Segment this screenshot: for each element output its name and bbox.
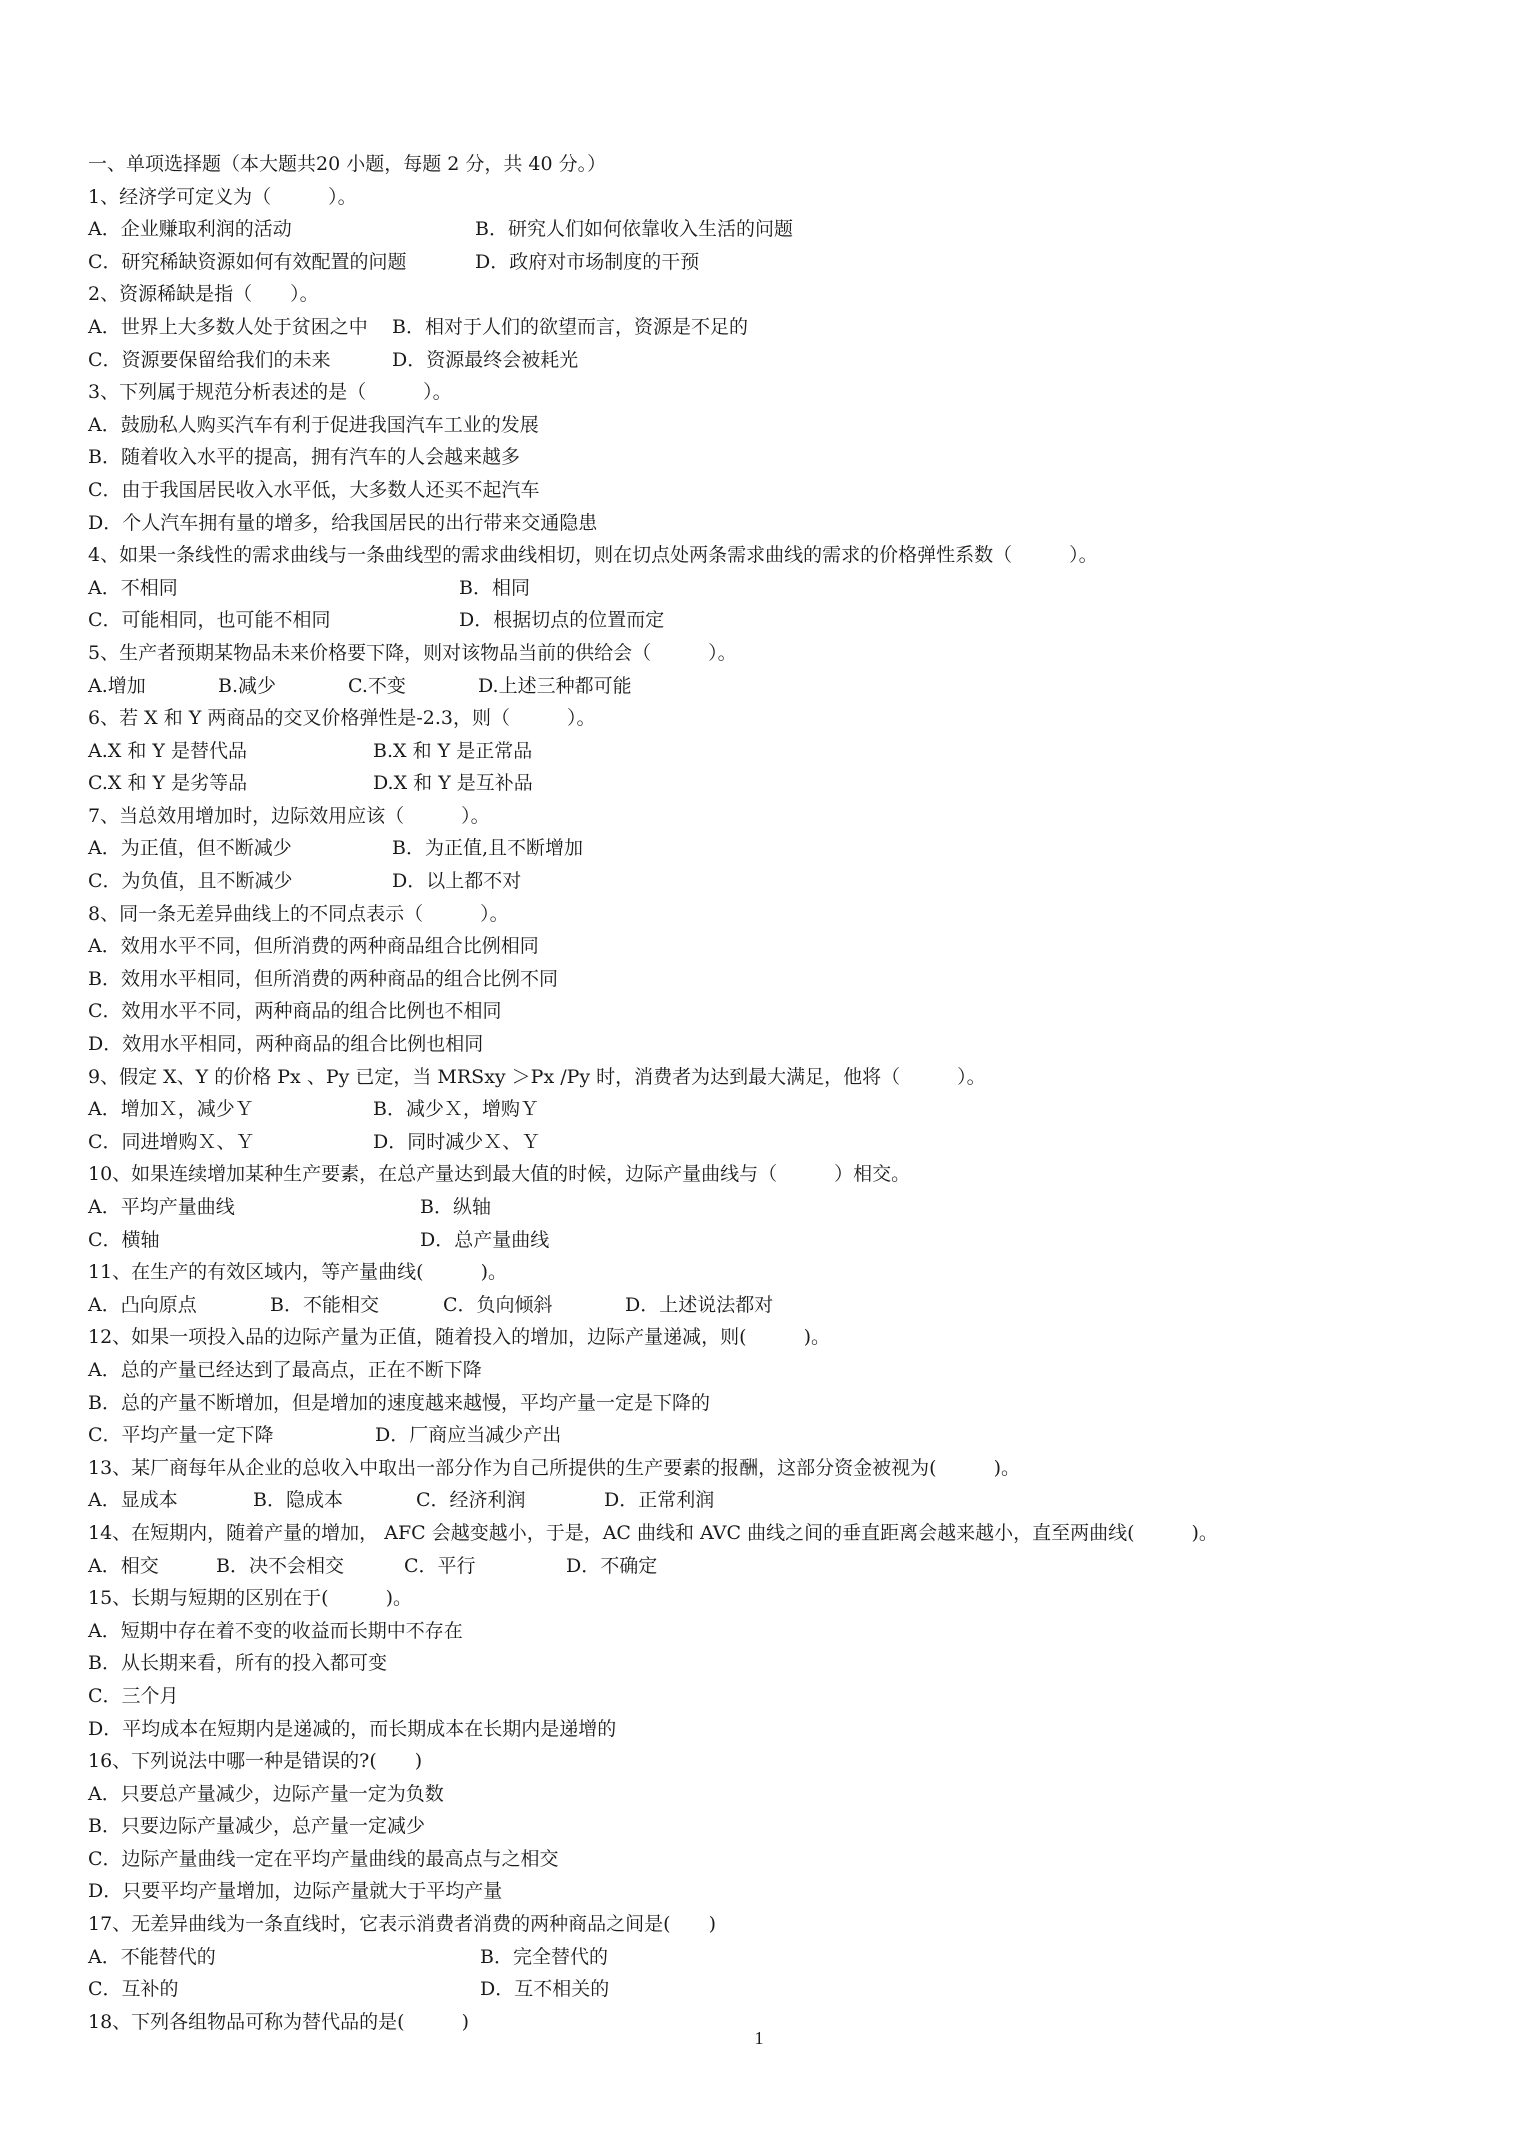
option-row bbox=[88, 1680, 1428, 1713]
question-stem-line bbox=[88, 702, 1428, 735]
option-a: A.增加 bbox=[88, 674, 146, 697]
option-c: C.不变 bbox=[348, 674, 406, 697]
option-a: A．企业赚取利润的活动 bbox=[88, 218, 292, 241]
question-stem: 6、若 X 和 Y 两商品的交叉价格弹性是-2.3，则（ ）。 bbox=[88, 707, 596, 730]
question-stem: 7、当总效用增加时，边际效用应该（ ）。 bbox=[88, 804, 490, 827]
question-stem: 11、在生产的有效区域内，等产量曲线( )。 bbox=[88, 1261, 508, 1284]
option-row bbox=[88, 1289, 1428, 1322]
question-stem-line bbox=[88, 898, 1428, 931]
option-a: C．同进增购Ｘ、Ｙ bbox=[88, 1130, 255, 1153]
question-stem: 4、如果一条线性的需求曲线与一条曲线型的需求曲线相切，则在切点处两条需求曲线的需求的价格弹性系数（ ）。 bbox=[88, 544, 1098, 567]
option-b: B．纵轴 bbox=[420, 1196, 491, 1218]
option-d: D．正常利润 bbox=[604, 1489, 715, 1512]
option-row bbox=[88, 1093, 1428, 1126]
option-d: D.上述三种都可能 bbox=[478, 674, 632, 697]
option-row bbox=[88, 441, 1428, 474]
option-b: D．根据切点的位置而定 bbox=[459, 609, 665, 632]
option-b: D．政府对市场制度的干预 bbox=[475, 250, 700, 273]
option-b: B．为正值,且不断增加 bbox=[392, 837, 584, 860]
question-list bbox=[88, 148, 1428, 2038]
question-stem-line bbox=[88, 539, 1428, 572]
option-a: A.X 和 Y 是替代品 bbox=[88, 739, 247, 762]
option-row bbox=[88, 735, 1428, 768]
option-row bbox=[88, 409, 1428, 442]
option-a: C．平均产量一定下降 bbox=[88, 1424, 274, 1447]
option-row bbox=[88, 930, 1428, 963]
option-row bbox=[88, 1191, 1428, 1224]
question-stem: 16、下列说法中哪一种是错误的?( ) bbox=[88, 1750, 423, 1773]
option-b: B．研究人们如何依靠收入生活的问题 bbox=[475, 218, 793, 241]
question-stem-line bbox=[88, 1745, 1428, 1778]
option-a: D．平均成本在短期内是递减的，而长期成本在长期内是递增的 bbox=[88, 1717, 617, 1740]
option-d: D．不确定 bbox=[566, 1554, 658, 1577]
option-row bbox=[88, 1550, 1428, 1583]
option-a: A．为正值，但不断减少 bbox=[88, 837, 292, 860]
question-stem: 17、无差异曲线为一条直线时，它表示消费者消费的两种商品之间是( ) bbox=[88, 1913, 717, 1936]
option-row bbox=[88, 1843, 1428, 1876]
option-d: D．上述说法都对 bbox=[625, 1293, 774, 1316]
option-a: C．资源要保留给我们的未来 bbox=[88, 348, 331, 371]
question-stem-line bbox=[88, 1158, 1428, 1191]
option-a: C．横轴 bbox=[88, 1228, 160, 1251]
option-row bbox=[88, 1875, 1428, 1908]
option-b: D．厂商应当减少产出 bbox=[375, 1424, 562, 1447]
option-row bbox=[88, 1028, 1428, 1061]
option-c: C．负向倾斜 bbox=[443, 1293, 553, 1316]
question-stem-line bbox=[88, 1908, 1428, 1941]
option-a: A．相交 bbox=[88, 1554, 159, 1577]
option-a: A．平均产量曲线 bbox=[88, 1196, 235, 1218]
option-b: B．不能相交 bbox=[270, 1293, 379, 1316]
question-stem-line bbox=[88, 1517, 1428, 1550]
question-stem: 12、如果一项投入品的边际产量为正值，随着投入的增加，边际产量递减，则( )。 bbox=[88, 1326, 831, 1349]
question-stem: 3、下列属于规范分析表述的是（ ）。 bbox=[88, 381, 452, 404]
option-a: A．不能替代的 bbox=[88, 1945, 216, 1968]
option-row bbox=[88, 604, 1428, 637]
option-b: B．完全替代的 bbox=[480, 1945, 608, 1968]
option-row bbox=[88, 213, 1428, 246]
option-b: D．互不相关的 bbox=[480, 1978, 610, 2001]
option-a: A．凸向原点 bbox=[88, 1293, 197, 1316]
option-a: C．由于我国居民收入水平低，大多数人还买不起汽车 bbox=[88, 478, 540, 501]
option-a: B．效用水平相同，但所消费的两种商品的组合比例不同 bbox=[88, 967, 558, 990]
option-a: D．效用水平相同，两种商品的组合比例也相同 bbox=[88, 1033, 484, 1056]
section-title: 一、单项选择题（本大题共20 小题，每题 2 分，共 40 分。） bbox=[88, 153, 607, 175]
option-a: C．三个月 bbox=[88, 1684, 179, 1707]
question-stem-line bbox=[88, 637, 1428, 670]
option-a: A．效用水平不同，但所消费的两种商品组合比例相同 bbox=[88, 935, 539, 958]
option-row bbox=[88, 1387, 1428, 1420]
option-a: C．为负值，且不断减少 bbox=[88, 870, 293, 893]
option-row bbox=[88, 865, 1428, 898]
option-a: C．效用水平不同，两种商品的组合比例也不相同 bbox=[88, 1000, 502, 1023]
question-stem-line bbox=[88, 1256, 1428, 1289]
question-stem-line bbox=[88, 1452, 1428, 1485]
option-b: D．以上都不对 bbox=[392, 870, 522, 893]
option-a: A．鼓励私人购买汽车有利于促进我国汽车工业的发展 bbox=[88, 413, 539, 436]
option-row bbox=[88, 344, 1428, 377]
question-stem-line bbox=[88, 1582, 1428, 1615]
option-row bbox=[88, 1126, 1428, 1159]
question-stem: 15、长期与短期的区别在于( )。 bbox=[88, 1587, 413, 1610]
option-b: B.减少 bbox=[218, 674, 277, 697]
question-stem-line bbox=[88, 1061, 1428, 1094]
option-a: C．互补的 bbox=[88, 1978, 179, 2001]
option-c: C．平行 bbox=[404, 1554, 476, 1577]
option-c: C．经济利润 bbox=[416, 1489, 526, 1512]
page-number: 1 bbox=[754, 2028, 764, 2048]
option-b: B.X 和 Y 是正常品 bbox=[373, 739, 533, 762]
question-stem: 10、如果连续增加某种生产要素，在总产量达到最大值的时候，边际产量曲线与（ ）相交。 bbox=[88, 1163, 911, 1186]
option-b: D.X 和 Y 是互补品 bbox=[373, 772, 533, 795]
option-a: B．总的产量不断增加，但是增加的速度越来越慢，平均产量一定是下降的 bbox=[88, 1391, 710, 1414]
option-b: D．总产量曲线 bbox=[420, 1228, 550, 1251]
section-title-line bbox=[88, 148, 1428, 181]
option-row bbox=[88, 246, 1428, 279]
option-row bbox=[88, 767, 1428, 800]
question-stem: 18、下列各组物品可称为替代品的是( ) bbox=[88, 2010, 470, 2033]
question-stem: 1、经济学可定义为（ ）。 bbox=[88, 185, 357, 208]
option-b: B．相同 bbox=[459, 576, 530, 599]
option-row bbox=[88, 1615, 1428, 1648]
option-a: C．可能相同，也可能不相同 bbox=[88, 609, 331, 632]
option-row bbox=[88, 1973, 1428, 2006]
option-b: B．隐成本 bbox=[253, 1489, 343, 1512]
question-stem-line bbox=[88, 1321, 1428, 1354]
option-row bbox=[88, 1941, 1428, 1974]
option-row bbox=[88, 474, 1428, 507]
option-b: D．同时减少Ｘ、Ｙ bbox=[373, 1130, 541, 1153]
option-a: C．研究稀缺资源如何有效配置的问题 bbox=[88, 250, 407, 273]
question-stem: 13、某厂商每年从企业的总收入中取出一部分作为自己所提供的生产要素的报酬，这部分资金被视为( )。 bbox=[88, 1456, 1021, 1479]
question-stem: 8、同一条无差异曲线上的不同点表示（ ）。 bbox=[88, 902, 509, 925]
option-a: A．增加Ｘ，减少Ｙ bbox=[88, 1098, 254, 1121]
option-a: A．不相同 bbox=[88, 576, 178, 599]
option-row bbox=[88, 670, 1428, 703]
option-a: B．只要边际产量减少，总产量一定减少 bbox=[88, 1815, 425, 1838]
option-b: B．相对于人们的欲望而言，资源是不足的 bbox=[392, 315, 748, 338]
question-stem: 9、假定 X、Y 的价格 Px 、Py 已定，当 MRSxy ＞Px /Py 时，消费者为达到最大满足，他将（ ）。 bbox=[88, 1065, 986, 1088]
option-a: C．边际产量曲线一定在平均产量曲线的最高点与之相交 bbox=[88, 1847, 559, 1870]
option-row bbox=[88, 995, 1428, 1028]
option-a: B．从长期来看，所有的投入都可变 bbox=[88, 1652, 387, 1675]
option-row bbox=[88, 572, 1428, 605]
question-stem: 5、生产者预期某物品未来价格要下降，则对该物品当前的供给会（ ）。 bbox=[88, 641, 737, 664]
option-row bbox=[88, 963, 1428, 996]
option-a: B．随着收入水平的提高，拥有汽车的人会越来越多 bbox=[88, 446, 520, 469]
option-row bbox=[88, 507, 1428, 540]
option-row bbox=[88, 1778, 1428, 1811]
option-row bbox=[88, 311, 1428, 344]
option-a: C.X 和 Y 是劣等品 bbox=[88, 772, 248, 795]
option-a: A．世界上大多数人处于贫困之中 bbox=[88, 315, 368, 338]
option-row bbox=[88, 1647, 1428, 1680]
question-stem-line bbox=[88, 800, 1428, 833]
option-a: A．短期中存在着不变的收益而长期中不存在 bbox=[88, 1619, 463, 1642]
option-row bbox=[88, 1419, 1428, 1452]
option-b: B．减少Ｘ，增购Ｙ bbox=[373, 1098, 539, 1121]
option-b: B．决不会相交 bbox=[216, 1554, 344, 1577]
option-row bbox=[88, 1713, 1428, 1746]
question-stem-line bbox=[88, 376, 1428, 409]
option-row bbox=[88, 1354, 1428, 1387]
option-a: D．只要平均产量增加，边际产量就大于平均产量 bbox=[88, 1880, 503, 1903]
question-stem: 14、在短期内，随着产量的增加， AFC 会越变越小，于是，AC 曲线和 AVC 曲线之间的垂直距离会越来越小，直至两曲线( )。 bbox=[88, 1521, 1218, 1544]
option-a: D．个人汽车拥有量的增多，给我国居民的出行带来交通隐患 bbox=[88, 511, 598, 534]
option-b: D．资源最终会被耗光 bbox=[392, 348, 579, 371]
question-stem-line bbox=[88, 278, 1428, 311]
option-row bbox=[88, 1810, 1428, 1843]
option-row bbox=[88, 1224, 1428, 1257]
option-row bbox=[88, 1484, 1428, 1517]
question-stem: 2、资源稀缺是指（ ）。 bbox=[88, 283, 319, 306]
option-a: A．显成本 bbox=[88, 1489, 178, 1512]
option-a: A．只要总产量减少，边际产量一定为负数 bbox=[88, 1782, 444, 1805]
option-row bbox=[88, 832, 1428, 865]
question-stem-line bbox=[88, 181, 1428, 214]
option-a: A．总的产量已经达到了最高点，正在不断下降 bbox=[88, 1358, 482, 1381]
